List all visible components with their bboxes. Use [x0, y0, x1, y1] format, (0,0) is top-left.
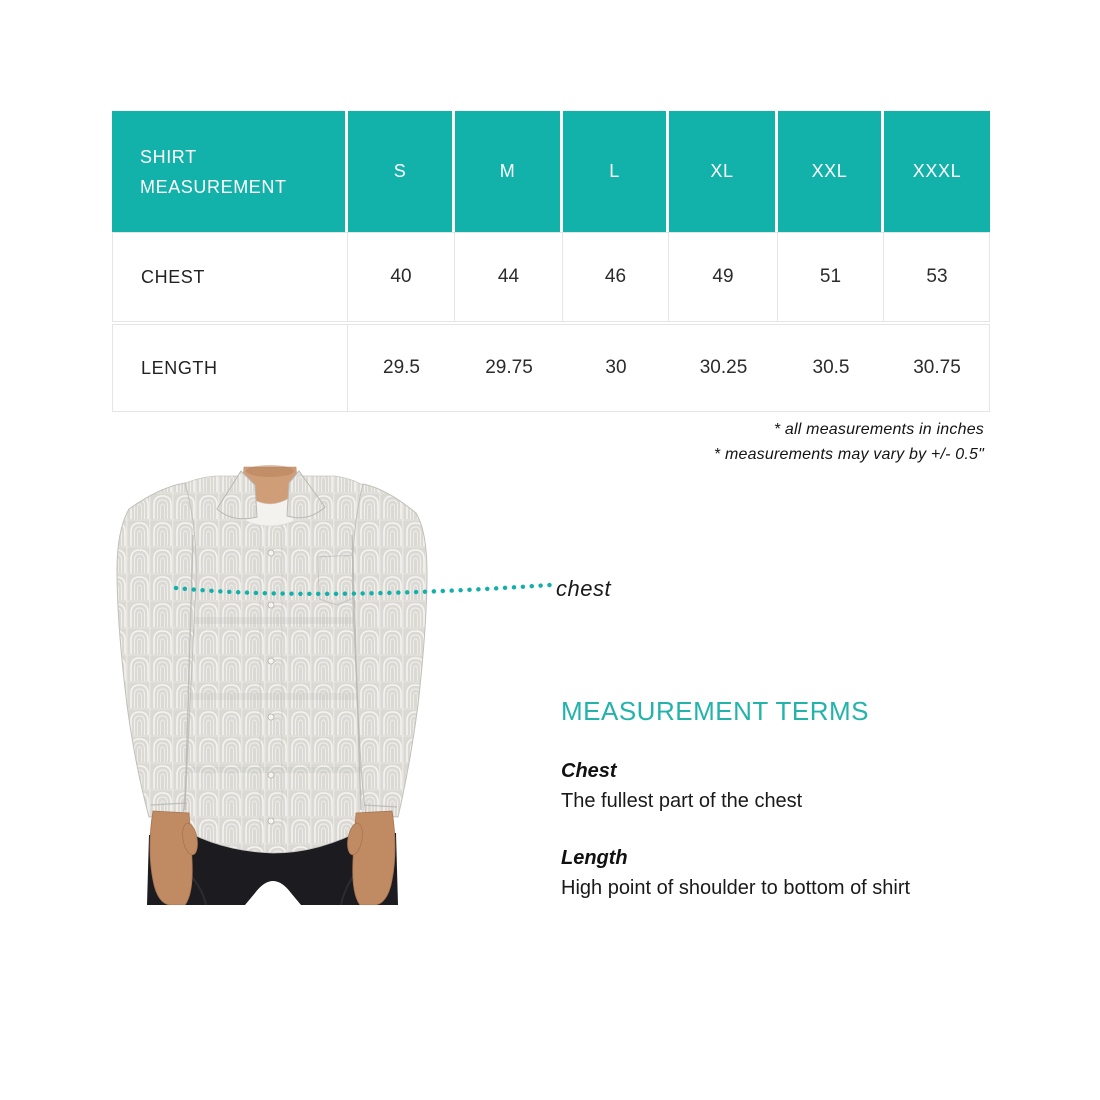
row-label-length: LENGTH — [113, 325, 348, 411]
cell-length-xxxl: 30.75 — [913, 357, 961, 378]
cell-length-xxl: 30.5 — [812, 357, 850, 378]
row-label-chest: CHEST — [113, 233, 348, 321]
chest-measure-line — [168, 577, 560, 603]
size-chart-table — [112, 111, 990, 412]
chin-shadow — [246, 465, 294, 477]
shirt-sleeve-right — [352, 484, 427, 817]
header-cell-m: M — [455, 111, 563, 232]
note-inches: * all measurements in inches — [773, 421, 984, 438]
cell-length-l: 30 — [605, 357, 627, 378]
note-variance: * measurements may vary by +/- 0.5" — [713, 446, 984, 463]
header-cell-s: S — [348, 111, 455, 232]
cell-chest-xl: 49 — [669, 233, 778, 321]
header-label: SHIRT MEASUREMENT — [140, 146, 287, 197]
table-row-length — [112, 324, 990, 412]
measurement-terms-heading: MEASUREMENT TERMS — [561, 696, 870, 726]
shirt-torso — [165, 476, 377, 853]
measurement-notes — [714, 417, 984, 467]
cell-chest-s: 40 — [348, 233, 455, 321]
table-row-chest — [112, 232, 990, 322]
term-definition-chest: The fullest part of the chest — [561, 790, 803, 812]
cell-chest-l: 46 — [563, 233, 669, 321]
cell-chest-xxxl: 53 — [926, 266, 948, 287]
cell-length-m: 29.75 — [485, 357, 533, 378]
length-values-group — [348, 325, 990, 411]
chest-line-label: chest — [556, 576, 612, 601]
cell-chest-m: 44 — [455, 233, 563, 321]
term-definition-length: High point of shoulder to bottom of shirt — [561, 877, 911, 899]
header-cell-l: L — [563, 111, 669, 232]
cell-length-s: 29.5 — [383, 357, 420, 378]
header-cell-measurement — [112, 111, 348, 232]
cell-chest-xxl: 51 — [778, 233, 884, 321]
header-cell-xxl: XXL — [778, 111, 884, 232]
shirt-sleeve-left — [117, 483, 196, 817]
cell-length-xl: 30.25 — [699, 357, 748, 378]
shirt-model-photo — [105, 465, 440, 905]
header-cell-xxxl: XXXL — [884, 111, 990, 232]
term-name-length: Length — [561, 847, 628, 869]
table-header-row — [112, 111, 990, 232]
header-cell-xl: XL — [669, 111, 778, 232]
term-name-chest: Chest — [561, 760, 617, 782]
